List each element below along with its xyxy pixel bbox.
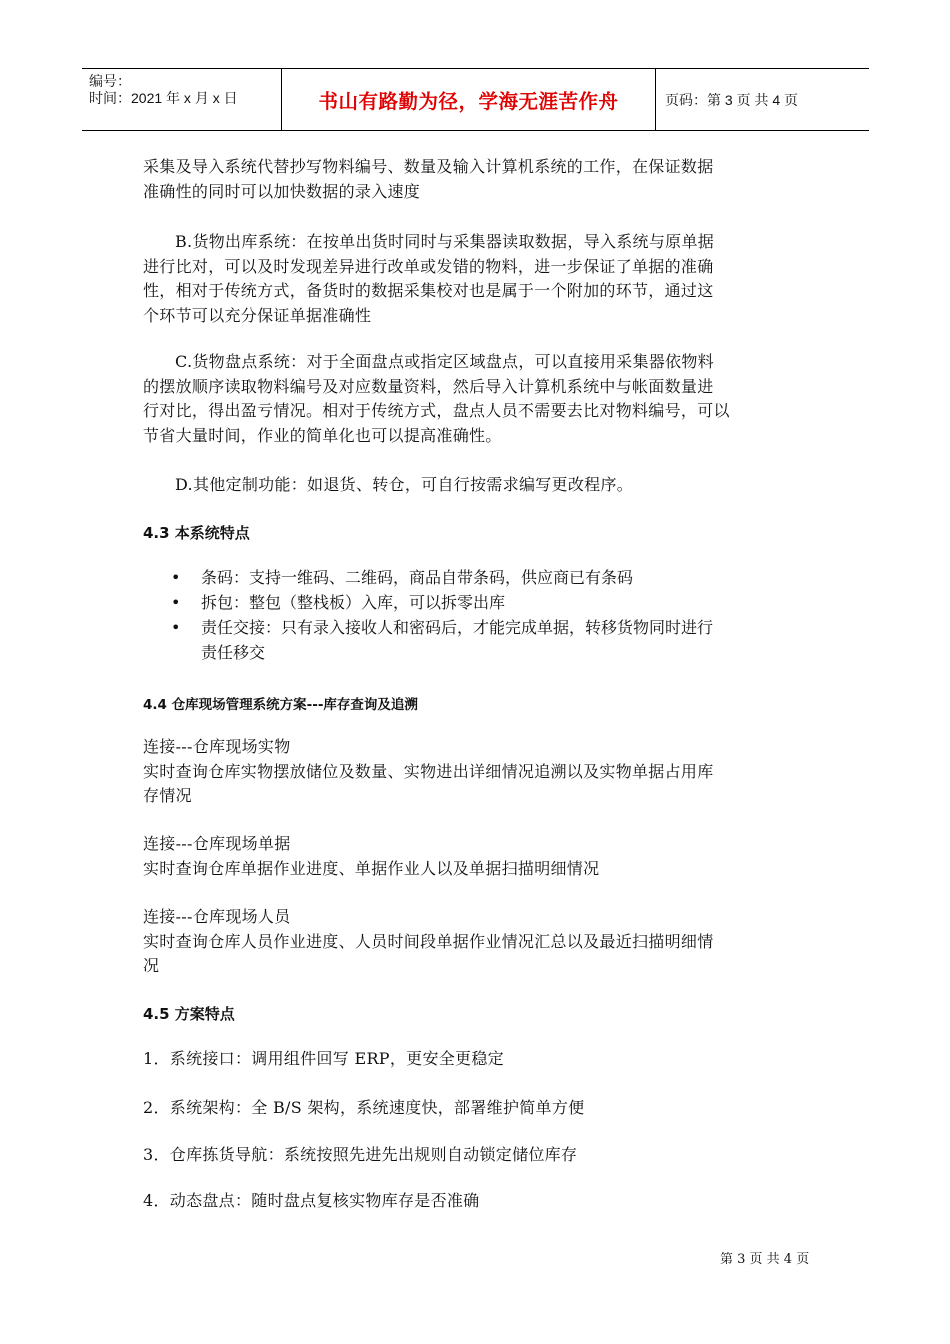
paragraph-d (143, 473, 813, 498)
text-line: 个环节可以充分保证单据准确性 (143, 305, 372, 325)
heading-4-3: 4.3 本系统特点 (143, 524, 250, 542)
bullet-dot-icon: • (171, 618, 181, 637)
text-line: 存情况 (143, 786, 192, 805)
paragraph-b (143, 230, 813, 328)
footer-page-number: 第 3 页 共 4 页 (720, 1252, 810, 1267)
text-line: 实时查询仓库单据作业进度、单据作业人以及单据扫描明细情况 (143, 858, 600, 878)
heading-4-4: 4.4 仓库现场管理系统方案---库存查询及追溯 (143, 697, 418, 713)
text-line: 责任交接：只有录入接收人和密码后，才能完成单据，转移货物同时进行 (201, 618, 714, 637)
text-line: 实时查询仓库实物摆放储位及数量、实物进出详细情况追溯以及实物单据占用库 (143, 761, 714, 781)
text-line: 的摆放顺序读取物料编号及对应数量资料，然后导入计算机系统中与帐面数量进 (143, 376, 714, 396)
bullet-text: 条码：支持一维码、二维码，商品自带条码，供应商已有条码 (201, 568, 634, 587)
bullet-dot-icon: • (171, 568, 181, 587)
page-header (82, 68, 869, 131)
feature-item: 4．动态盘点：随时盘点复核实物库存是否准确 (143, 1191, 480, 1210)
header-meta-cell (82, 69, 282, 130)
bullet-text (201, 616, 821, 665)
link-block-staff (143, 905, 813, 979)
text-line: B.货物出库系统：在按单出货时同时与采集器读取数据，导入系统与原单据 (175, 232, 715, 251)
text-line: 行对比，得出盈亏情况。相对于传统方式，盘点人员不需要去比对物料编号，可以 (143, 401, 730, 420)
number-label: 编号： (89, 73, 131, 89)
text-line: 实时查询仓库人员作业进度、人员时间段单据作业情况汇总以及最近扫描明细情 (143, 931, 714, 951)
paragraph-a-continued (143, 155, 813, 204)
header-motto: 书山有路勤为径，学海无涯苦作舟 (282, 69, 656, 130)
text-line: C.货物盘点系统：对于全面盘点或指定区域盘点，可以直接用采集器依物料 (175, 352, 714, 371)
text-line: 况 (143, 956, 160, 975)
bullet-dot-icon: • (171, 593, 181, 612)
link-title: 连接---仓库现场实物 (143, 737, 291, 756)
link-title: 连接---仓库现场单据 (143, 834, 291, 853)
heading-4-5: 4.5 方案特点 (143, 1005, 235, 1023)
bullet-text: 拆包：整包（整栈板）入库，可以拆零出库 (201, 593, 506, 612)
link-block-documents (143, 832, 813, 881)
text-line: 采集及导入系统代替抄写物料编号、数量及输入计算机系统的工作，在保证数据 (143, 157, 714, 176)
link-title: 连接---仓库现场人员 (143, 907, 291, 926)
header-page-code: 页码：第 3 页 共 4 页 (665, 91, 799, 108)
feature-item: 3．仓库拣货导航：系统按照先进先出规则自动锁定储位库存 (143, 1145, 578, 1164)
text-line: 节省大量时间，作业的简单化也可以提高准确性。 (143, 425, 502, 445)
text-line: 责任移交 (201, 642, 266, 662)
text-line: 准确性的同时可以加快数据的录入速度 (143, 181, 421, 201)
text-line: 进行比对，可以及时发现差异进行改单或发错的物料，进一步保证了单据的准确 (143, 256, 714, 276)
text-line: D.其他定制功能：如退货、转仓，可自行按需求编写更改程序。 (175, 475, 634, 494)
paragraph-c (143, 350, 813, 448)
link-block-items (143, 735, 813, 809)
time-label: 时间：2021 年 x 月 x 日 (89, 90, 238, 106)
text-line: 性，相对于传统方式，备货时的数据采集校对也是属于一个附加的环节，通过这 (143, 281, 714, 300)
feature-item: 1．系统接口：调用组件回写 ERP，更安全更稳定 (143, 1049, 504, 1068)
feature-item: 2．系统架构：全 B/S 架构，系统速度快，部署维护简单方便 (143, 1098, 585, 1117)
